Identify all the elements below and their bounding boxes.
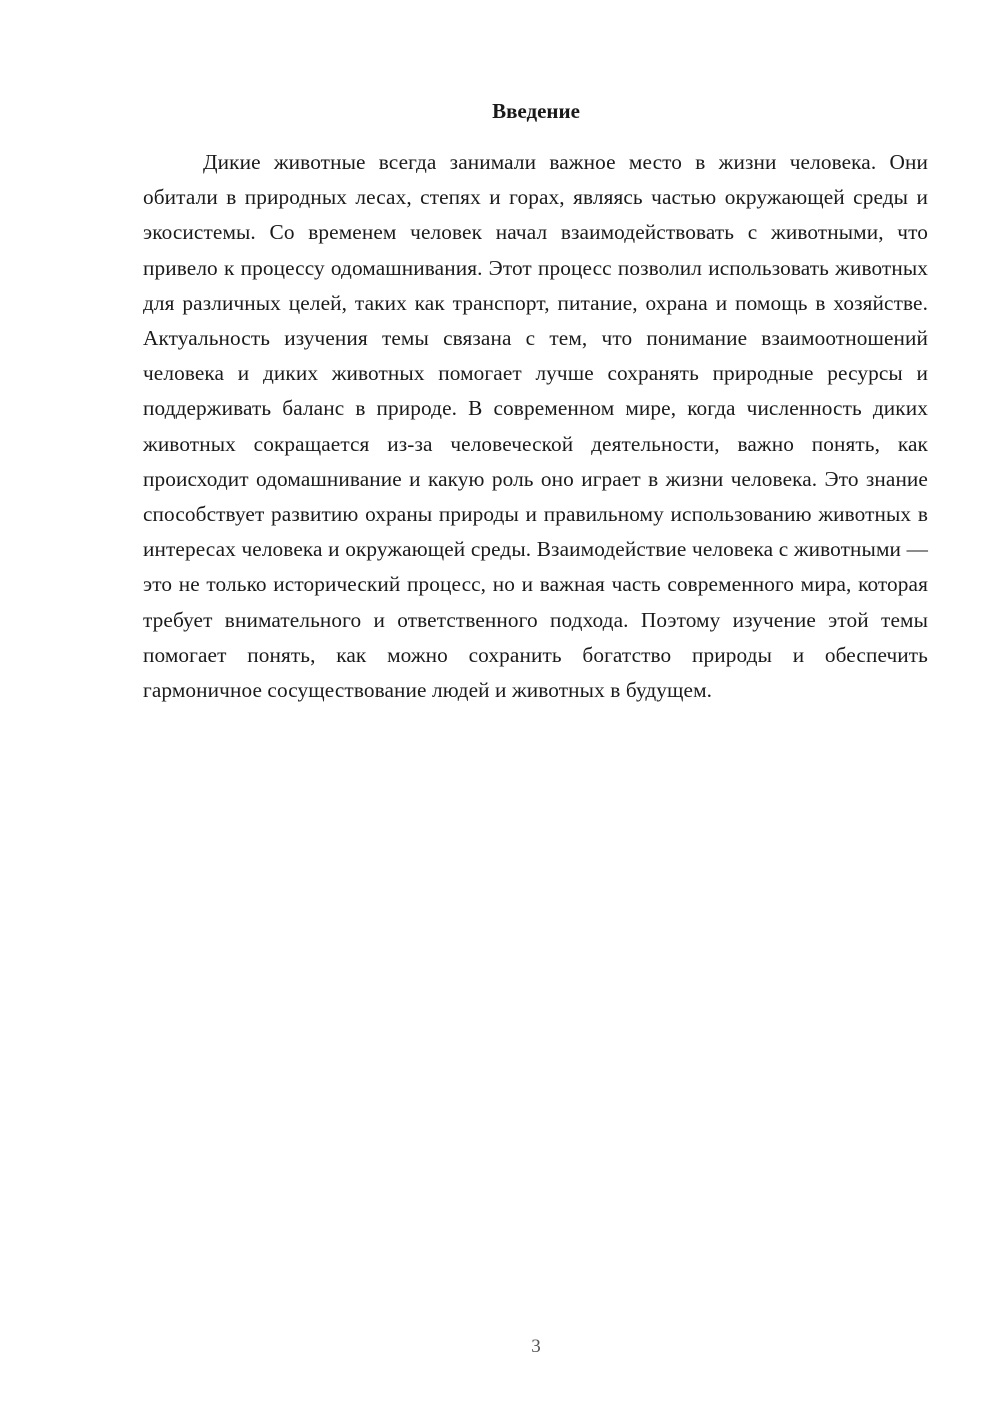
section-title: Введение <box>492 99 580 123</box>
page-number: 3 <box>531 1336 541 1357</box>
body-paragraph: Дикие животные всегда занимали важное место в жизни человека. Они обитали в природных лесах, степях и горах, являясь частью окружающей среды и экосистемы. Со временем человек начал взаимодействовать с животными, что привело к процессу одомашнивания. Этот процесс позволил использовать животных для различных целей, таких как транспорт, питание, охрана и помощь в хозяйстве. Актуальность изучения темы связана с тем, что понимание взаимоотношений человека и диких животных помогает лучше сохранять природные ресурсы и поддерживать баланс в природе. В современном мире, когда численность диких животных сокращается из-за человеческой деятельности, важно понять, как происходит одомашнивание и какую роль оно играет в жизни человека. Это знание способствует развитию охраны природы и правильному использованию животных в интересах человека и окружающей среды. Взаимодействие человека с животными — это не только исторический процесс, но и важная часть современного мира, которая требует внимательного и ответственного подхода. Поэтому изучение этой темы помогает понять, как можно сохранить богатство природы и обеспечить гармоничное сосуществование людей и животных в будущем. <box>143 150 928 703</box>
